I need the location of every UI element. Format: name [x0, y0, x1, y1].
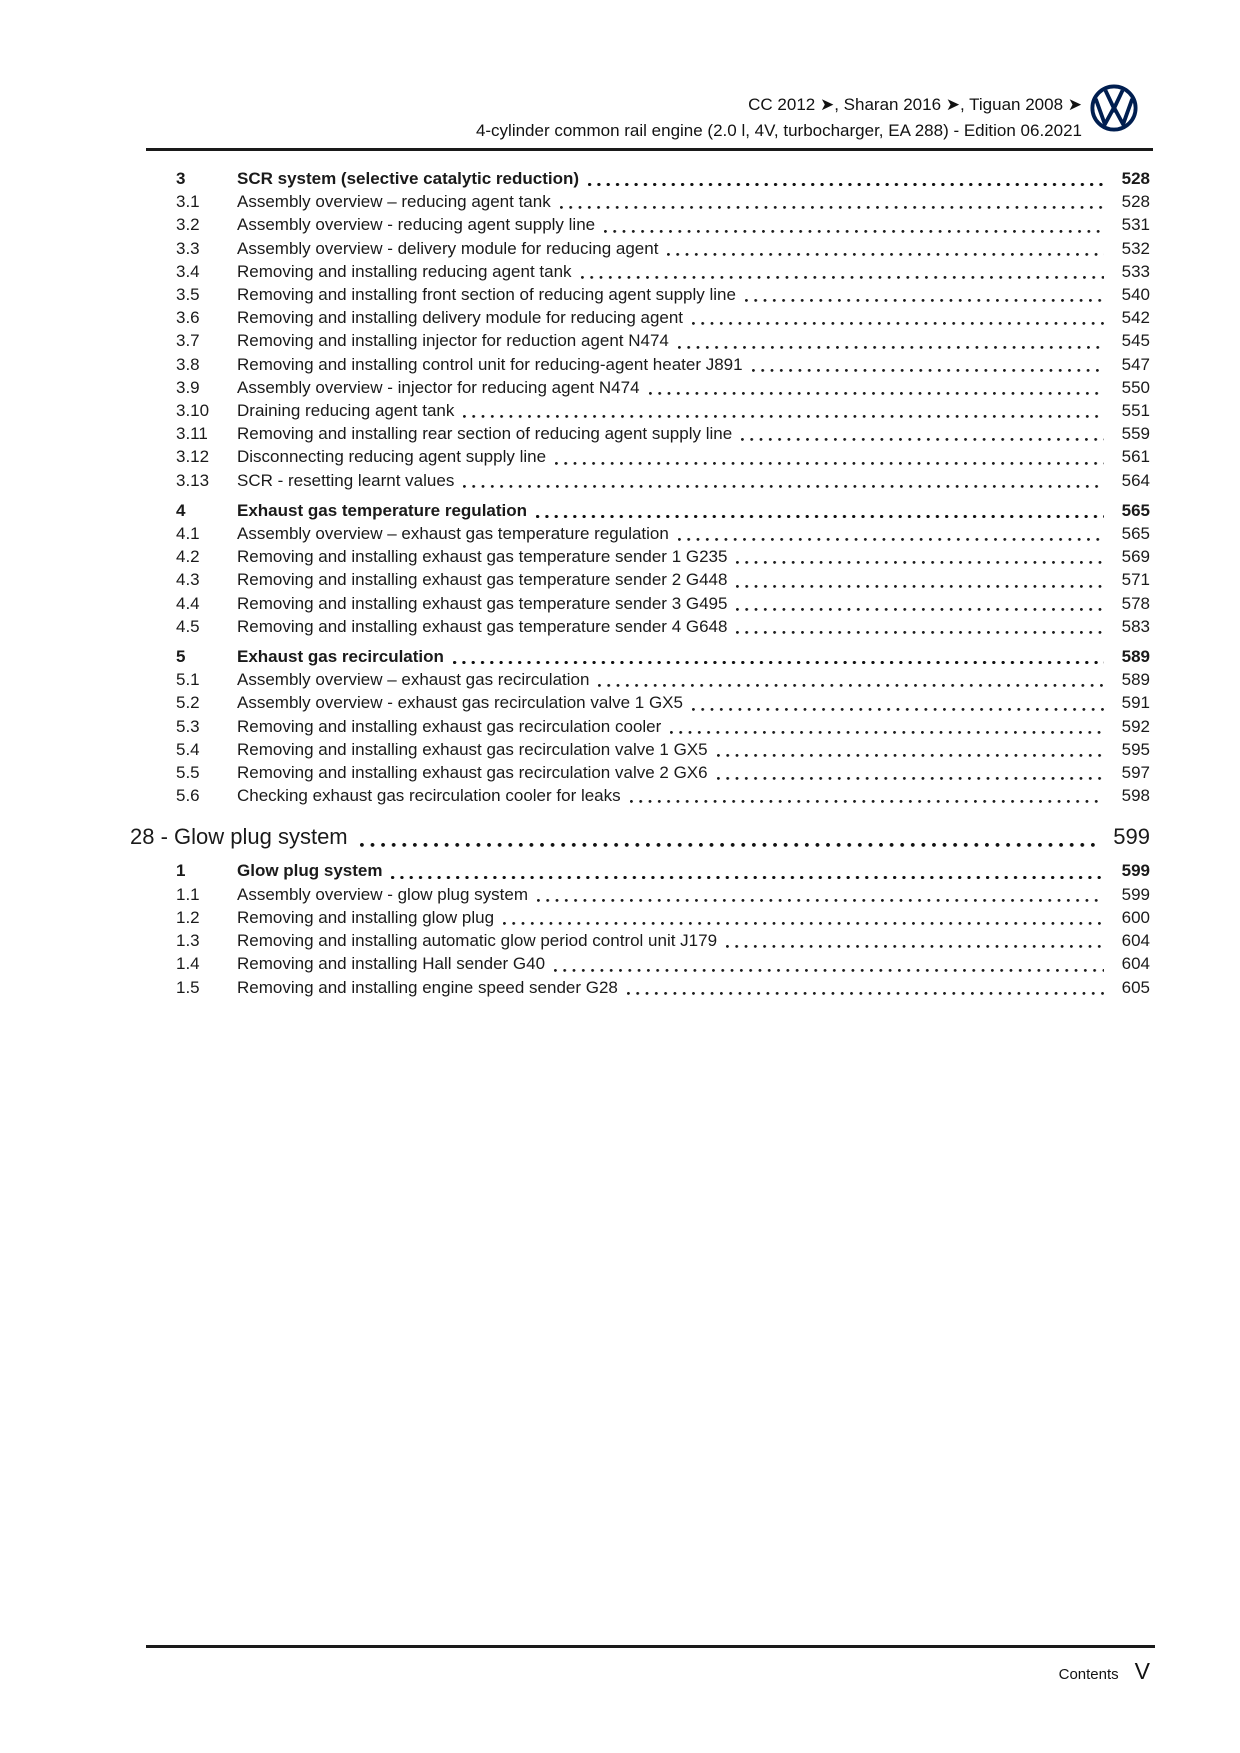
toc-page-number: 564: [1121, 470, 1150, 490]
dot-leader: [536, 515, 1104, 518]
toc-title: Removing and installing exhaust gas temperature sender 4 G648: [237, 616, 728, 636]
toc-subsection-row: [130, 691, 1150, 714]
toc-title: Assembly overview - injector for reducing agent N474: [237, 377, 640, 397]
toc-title: Assembly overview - reducing agent supply line: [237, 215, 596, 235]
toc-title: Removing and installing rear section of reducing agent supply line: [237, 424, 733, 444]
toc-page-number: 561: [1121, 447, 1150, 467]
toc-page-number: 597: [1121, 763, 1150, 783]
dot-leader: [391, 876, 1104, 879]
toc-page-number: 589: [1121, 670, 1150, 690]
toc-number: 4.2: [176, 547, 200, 567]
dot-leader: [604, 230, 1104, 233]
page-header: [140, 92, 1082, 144]
toc-number: 1.5: [176, 977, 200, 997]
toc-subsection-row: [130, 376, 1150, 399]
toc-number: 5.6: [176, 786, 200, 806]
toc-number: 3.5: [176, 285, 200, 305]
toc-title: Removing and installing exhaust gas recirculation valve 2 GX6: [237, 763, 708, 783]
dot-leader: [453, 661, 1104, 664]
header-models-line: CC 2012 ➤, Sharan 2016 ➤, Tiguan 2008 ➤: [748, 95, 1082, 114]
dot-leader: [678, 346, 1104, 349]
toc-subsection-row: [130, 260, 1150, 283]
toc-title: Checking exhaust gas recirculation cooler for leaks: [237, 786, 621, 806]
toc-page-number: 565: [1121, 500, 1150, 520]
toc-title: Removing and installing engine speed sender G28: [237, 977, 618, 997]
toc-subsection-row: [130, 329, 1150, 352]
volkswagen-logo-icon: [1090, 84, 1138, 132]
toc-chapter-row: [130, 822, 1150, 852]
footer-contents-label: Contents: [1058, 1666, 1119, 1683]
dot-leader: [717, 777, 1104, 780]
dot-leader: [463, 485, 1104, 488]
dot-leader: [736, 608, 1104, 611]
page-footer: [1059, 1658, 1150, 1685]
toc-number: 4.5: [176, 616, 200, 636]
toc-page-number: 591: [1121, 693, 1150, 713]
toc-subsection-row: [130, 784, 1150, 807]
toc-page-number: 547: [1121, 354, 1150, 374]
toc-title: Removing and installing reducing agent tank: [237, 261, 572, 281]
toc-page-number: 565: [1121, 524, 1150, 544]
toc-subsection-row: [130, 283, 1150, 306]
toc-page-number: 578: [1121, 593, 1150, 613]
dot-leader: [692, 322, 1104, 325]
toc-subsection-row: [130, 568, 1150, 591]
toc-number: 3.6: [176, 308, 200, 328]
toc-number: 4.4: [176, 593, 200, 613]
toc-subsection-row: [130, 469, 1150, 492]
toc-subsection-row: [130, 545, 1150, 568]
dot-leader: [555, 462, 1104, 465]
toc-subsection-row: [130, 883, 1150, 906]
toc-number: 3.3: [176, 238, 200, 258]
toc-subsection-row: [130, 976, 1150, 999]
toc-title: Removing and installing exhaust gas temperature sender 1 G235: [237, 547, 728, 567]
toc-title: SCR - resetting learnt values: [237, 470, 455, 490]
toc-title: Removing and installing injector for reduction agent N474: [237, 331, 669, 351]
toc-page-number: 559: [1121, 424, 1150, 444]
toc-page-number: 598: [1121, 786, 1150, 806]
toc-title: Removing and installing exhaust gas temperature sender 2 G448: [237, 570, 728, 590]
toc-title: Assembly overview - glow plug system: [237, 884, 528, 904]
dot-leader: [537, 899, 1104, 902]
toc-subsection-row: [130, 738, 1150, 761]
dot-leader: [627, 992, 1104, 995]
toc-subsection-row: [130, 952, 1150, 975]
toc-title: 28 - Glow plug system: [130, 824, 348, 850]
toc-page-number: 540: [1121, 285, 1150, 305]
toc-subsection-row: [130, 237, 1150, 260]
toc-subsection-row: [130, 906, 1150, 929]
toc-page-number: 599: [1113, 824, 1150, 850]
dot-leader: [745, 299, 1104, 302]
dot-leader: [581, 276, 1104, 279]
dot-leader: [752, 369, 1104, 372]
toc-number: 5.5: [176, 763, 200, 783]
toc-number: 1.1: [176, 884, 200, 904]
toc-title: SCR system (selective catalytic reduction): [237, 169, 580, 188]
toc-number: 5: [176, 647, 186, 667]
toc-title: Removing and installing delivery module for reducing agent: [237, 308, 684, 328]
toc-title: Removing and installing exhaust gas recirculation valve 1 GX5: [237, 739, 708, 759]
toc-page-number: 571: [1121, 570, 1150, 590]
toc-number: 3.9: [176, 377, 200, 397]
toc-page-number: 533: [1121, 261, 1150, 281]
toc-title: Glow plug system: [237, 861, 383, 881]
toc-subsection-row: [130, 190, 1150, 213]
dot-leader: [463, 415, 1104, 418]
toc-subsection-row: [130, 306, 1150, 329]
toc-page-number: 531: [1121, 215, 1150, 235]
toc-number: 3.8: [176, 354, 200, 374]
dot-leader: [741, 438, 1104, 441]
toc-number: 3.2: [176, 215, 200, 235]
toc-subsection-row: [130, 399, 1150, 422]
toc-number: 5.3: [176, 716, 200, 736]
toc-number: 3: [176, 169, 186, 188]
footer-divider: [146, 1645, 1155, 1648]
toc-number: 1.3: [176, 931, 200, 951]
toc-title: Assembly overview – exhaust gas temperature regulation: [237, 524, 669, 544]
toc-subsection-row: [130, 213, 1150, 236]
dot-leader: [649, 392, 1104, 395]
toc-subsection-row: [130, 353, 1150, 376]
toc-page-number: 595: [1121, 739, 1150, 759]
dot-leader: [670, 731, 1104, 734]
toc-page-number: 551: [1121, 401, 1150, 421]
toc-number: 3.7: [176, 331, 200, 351]
dot-leader: [560, 206, 1104, 209]
toc-subsection-row: [130, 715, 1150, 738]
toc-title: Removing and installing control unit for reducing-agent heater J891: [237, 354, 743, 374]
toc-number: 1.4: [176, 954, 200, 974]
toc-title: Removing and installing glow plug: [237, 907, 495, 927]
toc-title: Removing and installing exhaust gas temperature sender 3 G495: [237, 593, 728, 613]
toc-subsection-row: [130, 668, 1150, 691]
toc-subsection-row: [130, 592, 1150, 615]
toc-page-number: 604: [1121, 931, 1150, 951]
toc-section-row: [130, 499, 1150, 522]
toc-number: 5.1: [176, 670, 200, 690]
toc-subsection-row: [130, 615, 1150, 638]
toc-page-number: 532: [1121, 238, 1150, 258]
toc-title: Assembly overview – reducing agent tank: [237, 192, 551, 212]
toc-title: Removing and installing front section of reducing agent supply line: [237, 285, 736, 305]
dot-leader: [717, 754, 1104, 757]
toc-number: 3.4: [176, 261, 200, 281]
toc-page-number: 599: [1121, 884, 1150, 904]
toc-subsection-row: [130, 422, 1150, 445]
toc-number: 3.1: [176, 192, 200, 212]
toc-number: 3.13: [176, 470, 210, 490]
dot-leader: [554, 969, 1104, 972]
toc-number: 3.12: [176, 447, 210, 467]
toc-section-row: [130, 167, 1150, 190]
toc-subsection-row: [130, 445, 1150, 468]
toc-page-number: 592: [1121, 716, 1150, 736]
footer-page-number: V: [1134, 1658, 1150, 1684]
toc-number: 5.4: [176, 739, 200, 759]
dot-leader: [360, 843, 1102, 847]
toc-title: Assembly overview - exhaust gas recirculation valve 1 GX5: [237, 693, 683, 713]
toc-page-number: 545: [1121, 331, 1150, 351]
toc-page-number: 604: [1121, 954, 1150, 974]
dot-leader: [630, 800, 1104, 803]
toc-subsection-row: [130, 761, 1150, 784]
dot-leader: [736, 585, 1104, 588]
toc-page-number: 589: [1121, 647, 1150, 667]
toc-number: 4.1: [176, 524, 200, 544]
toc-number: 4: [176, 500, 186, 520]
toc-title: Assembly overview - delivery module for reducing agent: [237, 238, 659, 258]
toc-page-number: 542: [1121, 308, 1150, 328]
dot-leader: [588, 183, 1104, 186]
toc-number: 1: [176, 861, 186, 881]
table-of-contents: [130, 160, 1150, 999]
toc-number: 3.10: [176, 401, 210, 421]
toc-subsection-row: [130, 522, 1150, 545]
dot-leader: [667, 253, 1104, 256]
dot-leader: [726, 945, 1104, 948]
toc-page-number: 605: [1121, 977, 1150, 997]
dot-leader: [736, 631, 1104, 634]
toc-number: 3.11: [176, 424, 208, 444]
toc-page-number: 600: [1121, 907, 1150, 927]
toc-page-number: 550: [1121, 377, 1150, 397]
toc-title: Removing and installing Hall sender G40: [237, 954, 546, 974]
toc-title: Assembly overview – exhaust gas recirculation: [237, 670, 590, 690]
toc-section-row: [130, 645, 1150, 668]
toc-title: Removing and installing automatic glow period control unit J179: [237, 931, 718, 951]
toc-title: Exhaust gas recirculation: [237, 647, 444, 667]
dot-leader: [678, 538, 1104, 541]
toc-page-number: 583: [1121, 616, 1150, 636]
toc-title: Removing and installing exhaust gas recirculation cooler: [237, 716, 662, 736]
toc-number: 5.2: [176, 693, 200, 713]
toc-section-row: [130, 859, 1150, 882]
dot-leader: [692, 708, 1104, 711]
toc-page-number: 569: [1121, 547, 1150, 567]
toc-title: Draining reducing agent tank: [237, 401, 455, 421]
dot-leader: [503, 922, 1104, 925]
toc-number: 1.2: [176, 907, 200, 927]
header-divider: [146, 148, 1153, 151]
toc-title: Exhaust gas temperature regulation: [237, 500, 528, 520]
toc-page-number: 528: [1121, 169, 1150, 188]
toc-title: Disconnecting reducing agent supply line: [237, 447, 547, 467]
header-engine-line: 4-cylinder common rail engine (2.0 l, 4V, turbocharger, EA 288) - Edition 06.2021: [475, 121, 1082, 140]
toc-page-number: 528: [1121, 192, 1150, 212]
dot-leader: [736, 561, 1104, 564]
toc-subsection-row: [130, 929, 1150, 952]
dot-leader: [598, 684, 1104, 687]
toc-page-number: 599: [1121, 861, 1150, 881]
toc-number: 4.3: [176, 570, 200, 590]
